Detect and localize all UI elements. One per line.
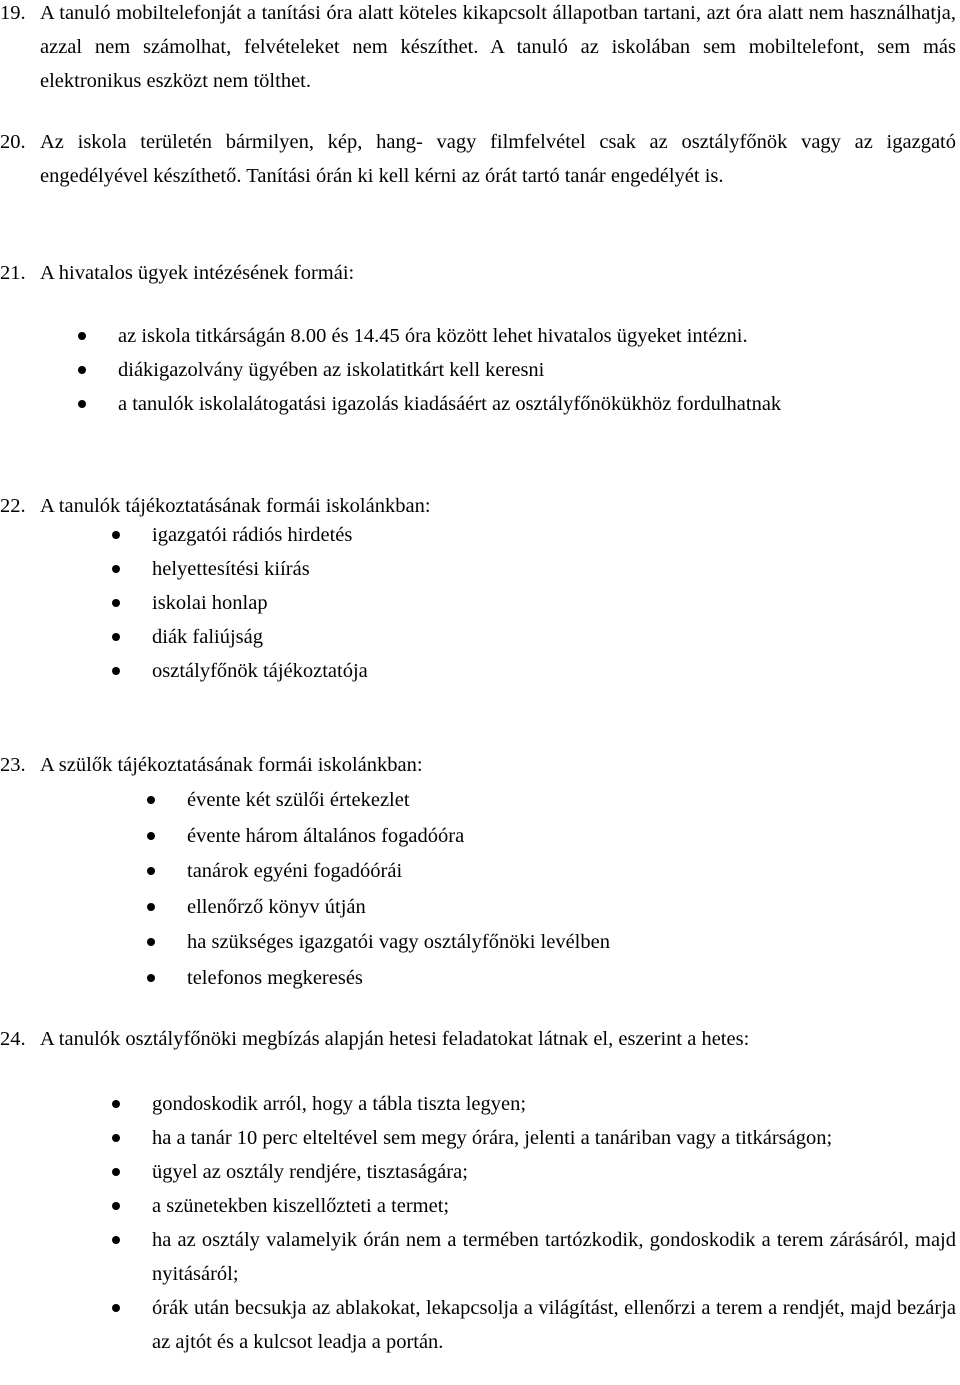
rule-22-number: 22.: [0, 495, 26, 517]
rule-24-heading: A tanulók osztályfőnöki megbízás alapján hetesi feladatokat látnak el, eszerint a hetes:: [40, 1028, 750, 1050]
rule-23-number: 23.: [0, 754, 26, 776]
rule-20-text: Az iskola területén bármilyen, kép, hang- vagy filmfelvétel csak az osztályfőnök vagy az igazgató engedélyével készíthető. Tanítási órán ki kell kérni az órát tartó tanár engedélyét is.: [40, 131, 956, 187]
rule-24: [0, 1022, 956, 1056]
list-item: ha a tanár 10 perc elteltével sem megy órára, jelenti a tanáriban vagy a titkárságon;: [112, 1121, 956, 1155]
rule-20-number: 20.: [0, 131, 26, 153]
list-item: gondoskodik arról, hogy a tábla tiszta legyen;: [112, 1087, 956, 1121]
list-item: iskolai honlap: [112, 586, 956, 620]
list-item: osztályfőnök tájékoztatója: [112, 654, 956, 688]
rule-19-number: 19.: [0, 2, 26, 24]
list-item: tanárok egyéni fogadóórái: [147, 854, 956, 890]
list-item: diákigazolvány ügyében az iskolatitkárt kell keresni: [78, 353, 956, 387]
list-item: helyettesítési kiírás: [112, 552, 956, 586]
rule-21: [0, 256, 956, 290]
list-item: órák után becsukja az ablakokat, lekapcsolja a világítást, ellenőrzi a terem a rendjét, majd bezárja az ajtót és a kulcsot leadja a portán.: [112, 1291, 956, 1359]
list-item: diák faliújság: [112, 620, 956, 654]
list-item: ellenőrző könyv útján: [147, 890, 956, 926]
rule-24-list: [112, 1087, 956, 1359]
list-item: ha szükséges igazgatói vagy osztályfőnöki levélben: [147, 925, 956, 961]
rule-24-number: 24.: [0, 1028, 26, 1050]
list-item: igazgatói rádiós hirdetés: [112, 518, 956, 552]
rule-19: [0, 0, 956, 98]
list-item: telefonos megkeresés: [147, 961, 956, 997]
list-item: évente két szülői értekezlet: [147, 783, 956, 819]
rule-23-list: [147, 783, 956, 996]
list-item: évente három általános fogadóóra: [147, 819, 956, 855]
rule-22-heading: A tanulók tájékoztatásának formái iskolánkban:: [40, 495, 431, 517]
list-item: az iskola titkárságán 8.00 és 14.45 óra között lehet hivatalos ügyeket intézni.: [78, 319, 956, 353]
list-item: ha az osztály valamelyik órán nem a termében tartózkodik, gondoskodik a terem zárásáról, majd nyitásáról;: [112, 1223, 956, 1291]
rule-20: [0, 125, 956, 193]
rule-21-heading: A hivatalos ügyek intézésének formái:: [40, 262, 355, 284]
rule-22-list: [112, 518, 956, 688]
rule-21-list: [78, 319, 956, 421]
rule-21-number: 21.: [0, 262, 26, 284]
rule-23-heading: A szülők tájékoztatásának formái iskolánkban:: [40, 754, 423, 776]
list-item: ügyel az osztály rendjére, tisztaságára;: [112, 1155, 956, 1189]
list-item: a szünetekben kiszellőzteti a termet;: [112, 1189, 956, 1223]
rule-23: [0, 748, 956, 782]
rule-19-text: A tanuló mobiltelefonját a tanítási óra alatt köteles kikapcsolt állapotban tartani, azt óra alatt nem használhatja, azzal nem számolhat, felvételeket nem készíthet. A tanuló az iskolában sem mobiltelefont, sem más elektronikus eszközt nem tölthet.: [40, 2, 956, 92]
list-item: a tanulók iskolalátogatási igazolás kiadásáért az osztályfőnökükhöz fordulhatnak: [78, 387, 956, 421]
